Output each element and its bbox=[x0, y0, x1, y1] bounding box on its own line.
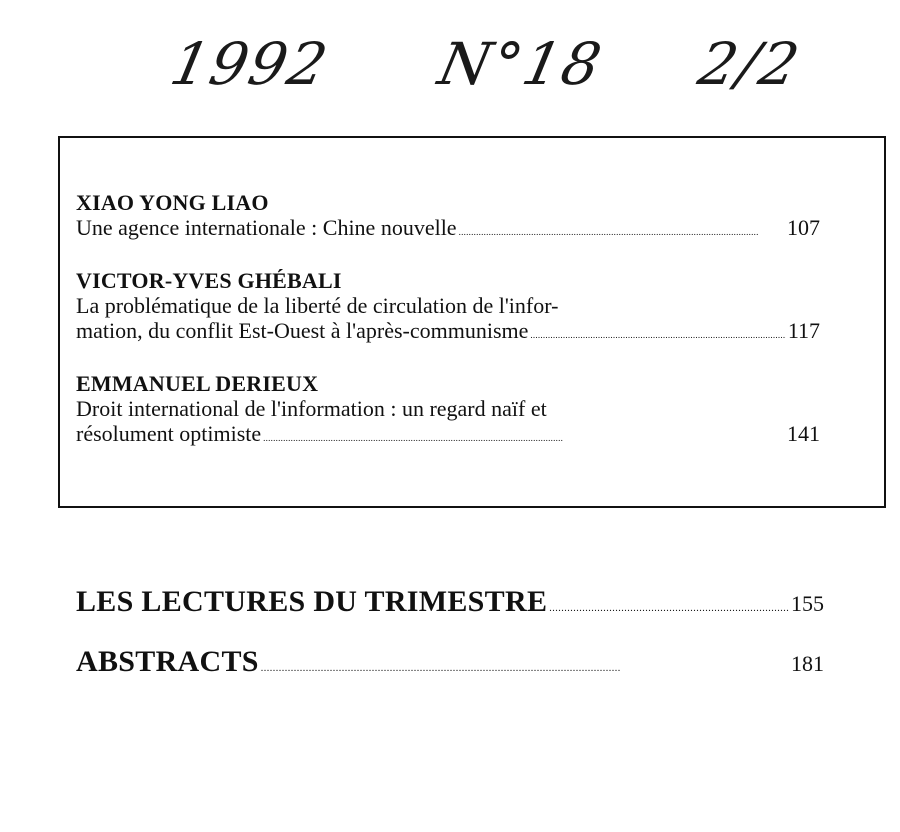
handwritten-year: 1992 bbox=[164, 30, 335, 98]
section-abstracts bbox=[76, 645, 824, 679]
toc-entry-title-line bbox=[76, 293, 820, 318]
dot-leader bbox=[459, 215, 785, 245]
dot-leader bbox=[263, 421, 785, 451]
handwritten-issue-number: N°18 bbox=[432, 30, 609, 98]
section-lectures bbox=[76, 585, 824, 619]
toc-entry-author: EMMANUEL DERIEUX bbox=[76, 371, 319, 396]
toc-entry-title-line bbox=[76, 396, 820, 421]
toc-entry-page: 107 bbox=[787, 215, 820, 240]
toc-entry-title-line bbox=[76, 421, 820, 451]
toc-entry-title: mation, du conflit Est-Ouest à l'après-communisme bbox=[76, 318, 529, 343]
toc-entry-title: Une agence internationale : Chine nouvelle bbox=[76, 215, 457, 240]
toc-entry-page: 117 bbox=[787, 318, 820, 343]
toc-entry-1 bbox=[76, 190, 820, 245]
toc-entry-title: Droit international de l'information : un regard naïf et bbox=[76, 396, 547, 421]
handwritten-part: 2/2 bbox=[692, 30, 807, 98]
toc-entry-title: La problématique de la liberté de circulation de l'infor- bbox=[76, 293, 559, 318]
section-page: 181 bbox=[791, 651, 824, 676]
section-title: ABSTRACTS bbox=[76, 645, 259, 678]
dot-leader bbox=[549, 598, 789, 616]
toc-box bbox=[58, 136, 886, 508]
toc-entry-title-line bbox=[76, 318, 820, 348]
toc-entry-3 bbox=[76, 371, 820, 451]
toc-entry-title: résolument optimiste bbox=[76, 421, 262, 446]
toc-entry-author: XIAO YONG LIAO bbox=[76, 190, 269, 215]
section-title: LES LECTURES DU TRIMESTRE bbox=[76, 585, 548, 618]
section-page: 155 bbox=[791, 591, 824, 616]
toc-entry-author: VICTOR-YVES GHÉBALI bbox=[76, 268, 342, 293]
toc-entry-title-line bbox=[76, 215, 820, 245]
dot-leader bbox=[530, 318, 785, 348]
toc-entry-page: 141 bbox=[787, 421, 820, 446]
dot-leader bbox=[261, 658, 789, 676]
toc-entry-2 bbox=[76, 268, 820, 348]
